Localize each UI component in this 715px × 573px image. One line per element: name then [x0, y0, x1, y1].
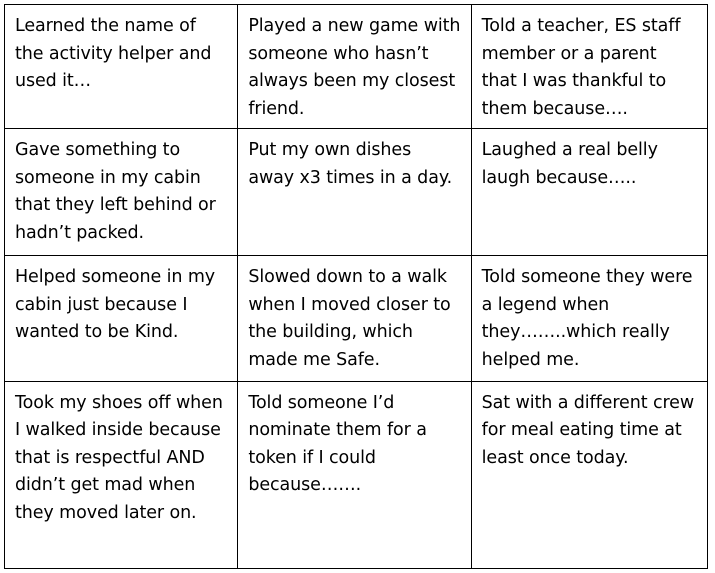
table-row [5, 5, 708, 129]
bingo-cell: Told a teacher, ES staff member or a parent that I was thankful to them because…. [471, 5, 707, 129]
bingo-cell: Slowed down to a walk when I moved closer to the building, which made me Safe. [238, 256, 471, 381]
bingo-cell: Told someone I’d nominate them for a token if I could because……. [238, 381, 471, 568]
bingo-cell: Played a new game with someone who hasn’t always been my closest friend. [238, 5, 471, 129]
bingo-cell: Sat with a different crew for meal eating time at least once today. [471, 381, 707, 568]
bingo-card-table [4, 4, 708, 569]
bingo-cell: Learned the name of the activity helper and used it… [5, 5, 238, 129]
table-row [5, 129, 708, 256]
table-row [5, 256, 708, 381]
bingo-cell: Gave something to someone in my cabin that they left behind or hadn’t packed. [5, 129, 238, 256]
bingo-cell: Took my shoes off when I walked inside because that is respectful AND didn’t get mad when they moved later on. [5, 381, 238, 568]
bingo-cell: Laughed a real belly laugh because….. [471, 129, 707, 256]
bingo-cell: Told someone they were a legend when they……..which really helped me. [471, 256, 707, 381]
bingo-cell: Helped someone in my cabin just because I wanted to be Kind. [5, 256, 238, 381]
table-row [5, 381, 708, 568]
bingo-cell: Put my own dishes away x3 times in a day. [238, 129, 471, 256]
